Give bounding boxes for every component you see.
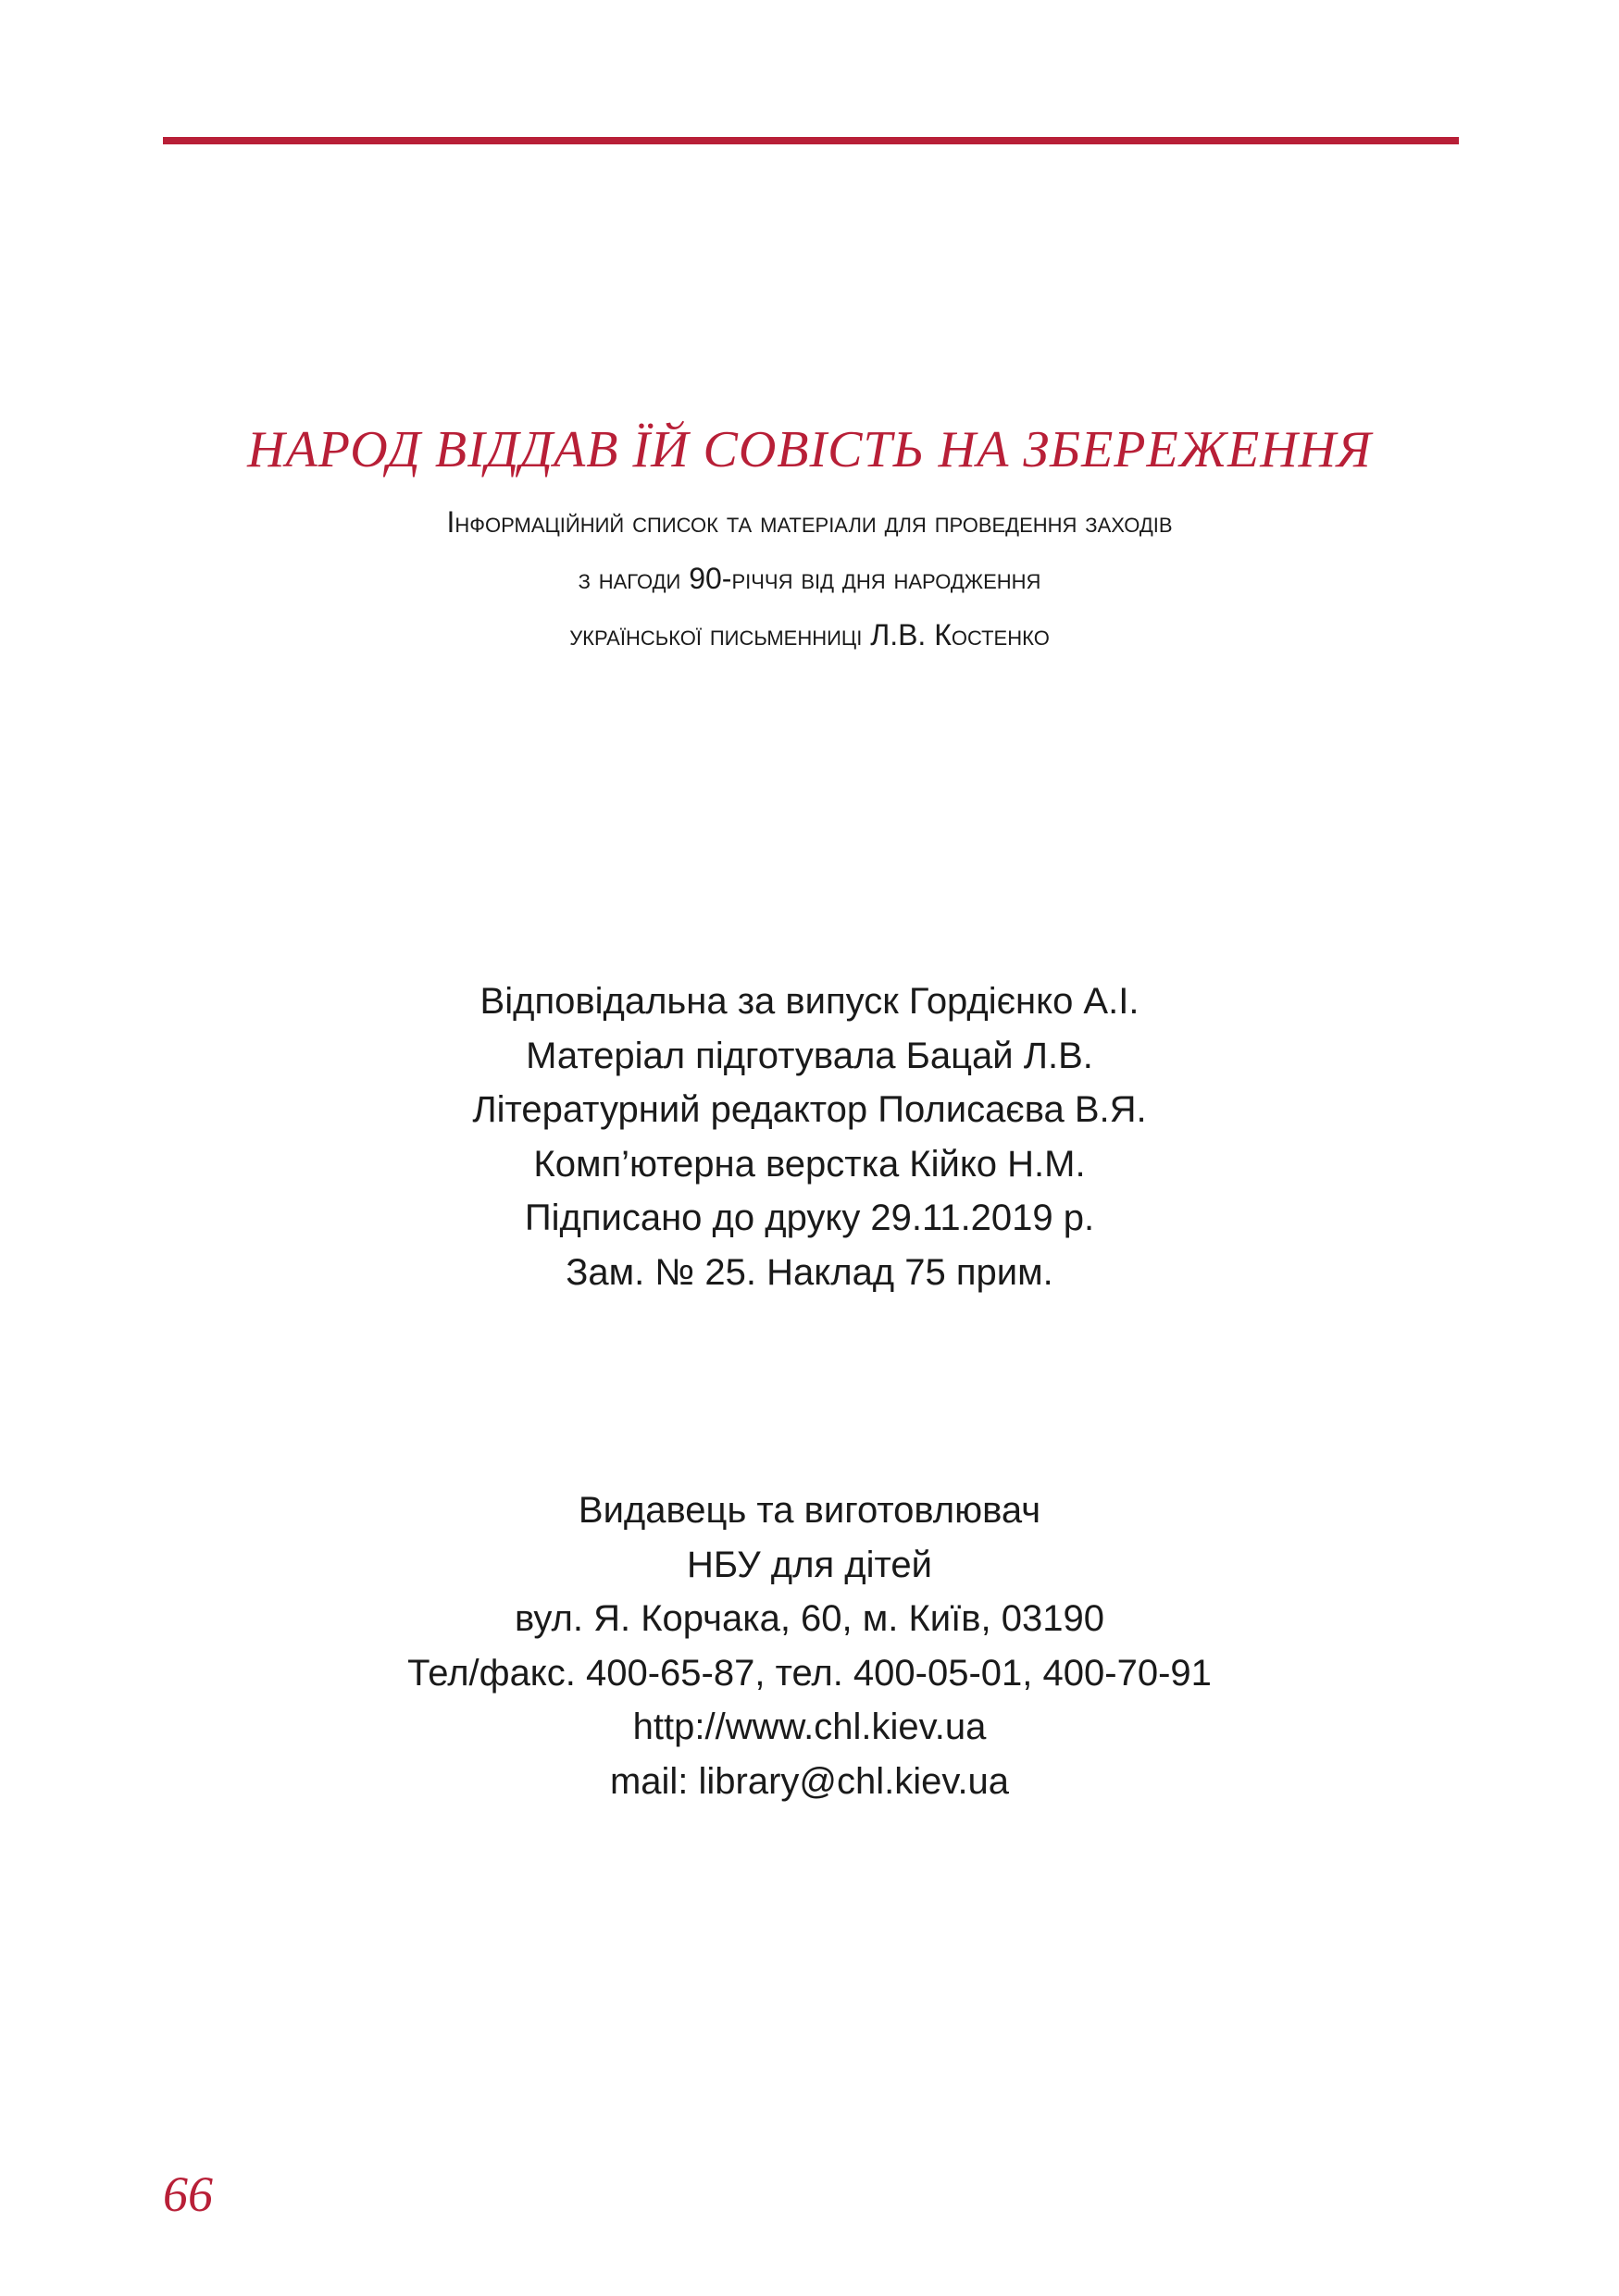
subtitle-line: Інформаційний список та матеріали для проведення заходів xyxy=(446,505,1173,539)
document-title: НАРОД ВІДДАВ ЇЙ СОВІСТЬ НА ЗБЕРЕЖЕННЯ xyxy=(247,421,1372,478)
credits-line: Матеріал підготувала Бацай Л.В. xyxy=(526,1035,1093,1076)
document-subtitle xyxy=(0,494,1619,664)
credits-line: Відповідальна за випуск Гордієнко А.І. xyxy=(479,981,1140,1022)
credits-line: Зам. № 25. Наклад 75 прим. xyxy=(566,1251,1053,1293)
publisher-block xyxy=(0,1483,1619,1808)
credits-block xyxy=(0,974,1619,1299)
publisher-email: mail: library@chl.kiev.ua xyxy=(609,1760,1010,1802)
credits-line: Підписано до друку 29.11.2019 р. xyxy=(524,1198,1095,1238)
page-number: 66 xyxy=(163,2166,213,2222)
publisher-line: Тел/факс. 400-65-87, тел. 400-05-01, 400-70-91 xyxy=(407,1652,1212,1694)
publisher-line: Видавець та виготовлювач xyxy=(578,1490,1041,1531)
publisher-line: НБУ для дітей xyxy=(687,1544,932,1585)
publisher-line: вул. Я. Корчака, 60, м. Київ, 03190 xyxy=(515,1598,1104,1639)
subtitle-line: української письменниці Л.В. Костенко xyxy=(569,618,1050,652)
publisher-website: http://www.chl.kiev.ua xyxy=(632,1706,987,1747)
top-rule xyxy=(163,137,1459,144)
credits-line: Літературний редактор Полисаєва В.Я. xyxy=(472,1089,1147,1130)
credits-line: Комп’ютерна верстка Кійко Н.М. xyxy=(533,1143,1086,1185)
subtitle-line: з нагоди 90-річчя від дня народження xyxy=(578,562,1041,595)
